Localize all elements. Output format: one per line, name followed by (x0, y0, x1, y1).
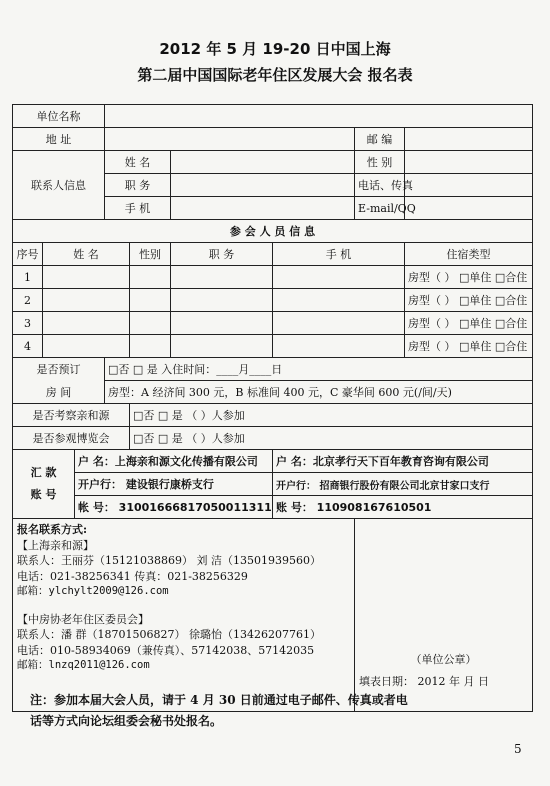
contacts-heading: 报名联系方式: (17, 523, 88, 536)
contact-phone-fax-field[interactable] (405, 174, 533, 197)
org1-name: 【上海亲和源】 (17, 538, 94, 552)
attendee-name-field[interactable] (43, 335, 130, 358)
row-no: 2 (13, 289, 43, 312)
room-type-options[interactable]: 房型（ ） □单住 □合住 (405, 289, 533, 312)
attendee-name-field[interactable] (43, 312, 130, 335)
footer-note (30, 690, 520, 732)
remittance-label-line2: 账 号 (30, 488, 57, 501)
seal-date-block (355, 519, 533, 712)
contact-name-label: 姓 名 (105, 151, 171, 174)
contact-person-label: 联系人信息 (13, 151, 105, 220)
header-mobile: 手 机 (273, 243, 405, 266)
right-account-name: 户 名：北京孝行天下百年教育咨询有限公司 (273, 450, 533, 473)
address-field[interactable] (105, 128, 355, 151)
unit-name-label: 单位名称 (13, 105, 105, 128)
contact-email-label: E-mail/QQ (355, 197, 405, 220)
contact-position-label: 职 务 (105, 174, 171, 197)
page-number: 5 (514, 742, 522, 756)
contacts-block (13, 519, 355, 712)
left-account-name: 户 名：上海亲和源文化传播有限公司 (75, 450, 273, 473)
seal-label: （单位公章） (410, 653, 477, 666)
room-types-info: 房型：A 经济间 300 元，B 标准间 400 元，C 豪华间 600 元(/间/天) (105, 381, 533, 404)
header-lodging: 住宿类型 (405, 243, 533, 266)
note-line1: 注：参加本届大会人员，请于 4 月 30 日前通过电子邮件、传真或者电 (30, 693, 408, 707)
room-type-options[interactable]: 房型（ ） □单住 □合住 (405, 335, 533, 358)
form-title: 第二届中国国际老年住区发展大会 报名表 (137, 66, 413, 84)
contact-phone-fax-label: 电话、传真 (355, 174, 405, 197)
header-name: 姓 名 (43, 243, 130, 266)
attendee-row (13, 289, 533, 312)
remittance-label-line1: 汇 款 (30, 466, 57, 479)
header-position: 职 务 (171, 243, 273, 266)
attendee-gender-field[interactable] (130, 266, 171, 289)
contact-position-field[interactable] (171, 174, 355, 197)
contact-gender-label: 性 别 (355, 151, 405, 174)
header-no: 序号 (13, 243, 43, 266)
unit-name-field[interactable] (105, 105, 533, 128)
org1-email[interactable]: 邮箱：ylchylt2009@126.com (17, 585, 169, 597)
org1-phone: 电话：021-38256341 传真：021-38256329 (17, 569, 248, 583)
attendee-gender-field[interactable] (130, 289, 171, 312)
postcode-label: 邮 编 (355, 128, 405, 151)
address-label: 地 址 (13, 128, 105, 151)
contact-name-field[interactable] (171, 151, 355, 174)
note-line2: 话等方式向论坛组委会秘书处报名。 (30, 714, 223, 728)
attendee-gender-field[interactable] (130, 312, 171, 335)
attendee-row (13, 312, 533, 335)
contact-email-field[interactable] (405, 197, 533, 220)
right-account-no: 账 号： 110908167610501 (273, 496, 533, 519)
postcode-field[interactable] (405, 128, 533, 151)
booking-label-line1: 是否预订 (13, 358, 105, 381)
fill-date[interactable]: 填表日期： 2012 年 月 日 (359, 674, 489, 688)
org2-phone: 电话：010-58934069（兼传真）、57142038、57142035 (17, 643, 315, 657)
attendee-position-field[interactable] (171, 335, 273, 358)
row-no: 1 (13, 266, 43, 289)
row-no: 3 (13, 312, 43, 335)
remittance-label (13, 450, 75, 519)
attendee-position-field[interactable] (171, 312, 273, 335)
contact-mobile-field[interactable] (171, 197, 355, 220)
row-no: 4 (13, 335, 43, 358)
org1-people: 联系人：王丽芬（15121038869） 刘 洁（13501939560） (17, 554, 321, 567)
attendee-name-field[interactable] (43, 289, 130, 312)
attendee-mobile-field[interactable] (273, 335, 405, 358)
attendee-name-field[interactable] (43, 266, 130, 289)
contact-gender-field[interactable] (405, 151, 533, 174)
org2-email[interactable]: 邮箱：lnzq2011@126.com (17, 659, 150, 671)
header-gender: 性别 (130, 243, 171, 266)
spacer (17, 600, 350, 612)
attendees-section-title: 参 会 人 员 信 息 (13, 220, 533, 243)
tour-options[interactable]: □否 □ 是 （ ）人参加 (130, 404, 533, 427)
attendee-mobile-field[interactable] (273, 312, 405, 335)
attendee-position-field[interactable] (171, 266, 273, 289)
contact-mobile-label: 手 机 (105, 197, 171, 220)
left-account-no: 帐 号： 31001666817050011311 (75, 496, 273, 519)
attendee-mobile-field[interactable] (273, 266, 405, 289)
expo-label: 是否参观博览会 (13, 427, 130, 450)
room-type-options[interactable]: 房型（ ） □单住 □合住 (405, 312, 533, 335)
booking-label-line2: 房 间 (13, 381, 105, 404)
tour-label: 是否考察亲和源 (13, 404, 130, 427)
attendee-mobile-field[interactable] (273, 289, 405, 312)
registration-form (12, 104, 533, 712)
attendee-row (13, 335, 533, 358)
expo-options[interactable]: □否 □ 是 （ ）人参加 (130, 427, 533, 450)
left-bank: 开户行： 建设银行康桥支行 (75, 473, 273, 496)
attendee-row (13, 266, 533, 289)
title-date-location: 2012 年 5 月 19-20 日中国上海 (159, 40, 391, 58)
booking-options[interactable]: □否 □ 是 入住时间：____月____日 (105, 358, 533, 381)
room-type-options[interactable]: 房型（ ） □单住 □合住 (405, 266, 533, 289)
attendee-gender-field[interactable] (130, 335, 171, 358)
org2-people: 联系人：潘 群（18701506827） 徐璐怡（13426207761） (17, 628, 321, 641)
right-bank: 开户行： 招商银行股份有限公司北京甘家口支行 (273, 473, 533, 496)
attendee-position-field[interactable] (171, 289, 273, 312)
org2-name: 【中房协老年住区委员会】 (17, 612, 149, 626)
